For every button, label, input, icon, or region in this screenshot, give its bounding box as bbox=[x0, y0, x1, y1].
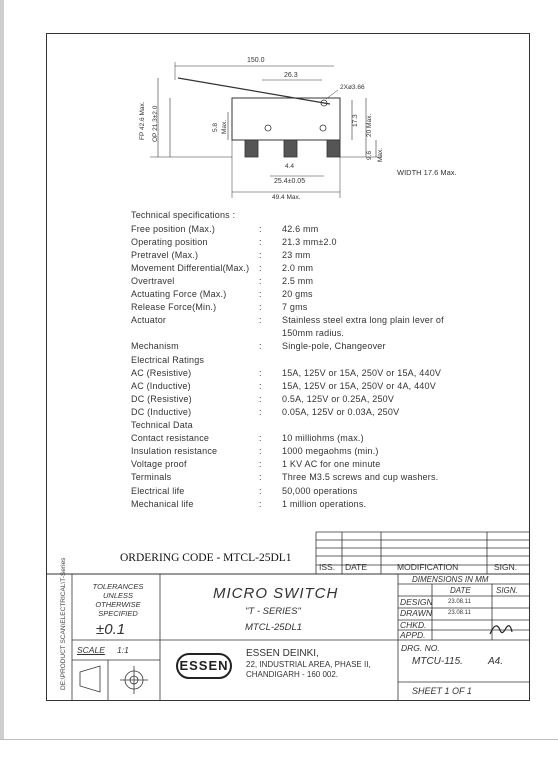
drg-no-label: DRG. NO. bbox=[401, 643, 440, 653]
spec-label: DC (Inductive) bbox=[131, 406, 192, 417]
spec-label: DC (Resistive) bbox=[131, 393, 192, 404]
spec-value: Stainless steel extra long plain lever of bbox=[282, 315, 444, 326]
dim-173-label: 17.3 bbox=[352, 114, 359, 127]
sheet-size: A4. bbox=[488, 656, 504, 667]
drg-no-value: MTCU-115. bbox=[412, 656, 463, 667]
spec-separator: : bbox=[259, 341, 262, 352]
spec-label: Mechanism bbox=[131, 341, 179, 352]
dim-lever-label: 150.0 bbox=[247, 57, 265, 64]
tolerance-value: ±0.1 bbox=[96, 621, 126, 638]
spec-separator: : bbox=[259, 472, 262, 483]
dim-254-label: 25.4±0.05 bbox=[274, 178, 306, 185]
rev-iss-header: ISS. bbox=[319, 562, 336, 572]
approval-label: DESIGN bbox=[400, 597, 433, 607]
width-note: WIDTH 17.6 Max. bbox=[397, 168, 457, 177]
spec-value: 0.5A, 125V or 0.25A, 250V bbox=[282, 393, 395, 404]
tolerance-line-3: OTHERWISE bbox=[95, 600, 141, 609]
spec-separator: : bbox=[259, 367, 262, 378]
rev-sign-header: SIGN. bbox=[494, 562, 518, 572]
spec-value: 0.05A, 125V or 0.03A, 250V bbox=[282, 406, 400, 417]
spec-separator: : bbox=[259, 236, 262, 247]
spec-value: 2.0 mm bbox=[282, 262, 314, 273]
sheet-count: SHEET 1 OF 1 bbox=[412, 686, 472, 696]
company-name: ESSEN DEINKI, bbox=[246, 648, 319, 659]
approval-label: CHKD. bbox=[400, 620, 427, 630]
tolerances-note bbox=[80, 582, 156, 618]
spec-value: 1 million operations. bbox=[282, 498, 367, 509]
approval-label: DRAWN bbox=[400, 608, 432, 618]
spec-value: 20 gms bbox=[282, 289, 313, 299]
spec-separator: : bbox=[259, 289, 262, 299]
spec-label: Actuator bbox=[131, 315, 167, 326]
spec-value: 150mm radius. bbox=[282, 328, 345, 339]
spec-value: 10 milliohms (max.) bbox=[282, 433, 364, 444]
spec-label: Electrical life bbox=[131, 485, 185, 496]
rev-modification-header: MODIFICATION bbox=[397, 562, 459, 572]
dim-58-label: 5.8 bbox=[212, 122, 219, 132]
approval-label: APPD. bbox=[400, 630, 426, 640]
dim-96-max-label: Max. bbox=[377, 147, 384, 162]
spec-value: Single-pole, Changeover bbox=[282, 341, 386, 352]
spec-label: Actuating Force (Max.) bbox=[131, 289, 227, 299]
company-address-2: CHANDIGARH - 160 002. bbox=[246, 670, 339, 679]
approval-date: 23.08.11 bbox=[448, 610, 471, 616]
spec-separator: : bbox=[259, 315, 262, 326]
spec-separator: : bbox=[259, 249, 262, 260]
col-date-header: DATE bbox=[450, 586, 471, 595]
spec-separator: : bbox=[259, 446, 262, 457]
dim-fp-label: FP 42.6 Max. bbox=[139, 101, 146, 140]
side-file-path: DE:\PRODUCT SCAN\ELECTRICAL\T-Series bbox=[60, 557, 67, 690]
drawing-series: "T - SERIES" bbox=[245, 606, 301, 617]
projection-symbol bbox=[80, 666, 148, 694]
spec-label: Free position (Max.) bbox=[131, 223, 216, 234]
spec-value: Three M3.5 screws and cup washers. bbox=[282, 472, 439, 483]
dimensions-note: DIMENSIONS IN MM bbox=[412, 575, 489, 584]
spec-separator: : bbox=[259, 393, 262, 404]
spec-separator: : bbox=[259, 498, 262, 509]
dim-20-label: 20 Max. bbox=[366, 113, 373, 137]
rev-date-header: DATE bbox=[345, 562, 368, 572]
spec-separator: : bbox=[259, 485, 262, 496]
spec-separator: : bbox=[259, 406, 262, 417]
spec-value: 1 KV AC for one minute bbox=[282, 459, 381, 470]
spec-label: Terminals bbox=[131, 472, 172, 483]
tolerance-line-4: SPECIFIED bbox=[98, 609, 138, 618]
spec-label: Technical Data bbox=[131, 420, 193, 430]
approval-date: 23.08.11 bbox=[448, 599, 471, 605]
spec-label: Movement Differential(Max.) bbox=[131, 262, 250, 273]
dim-op-label: OP 21.3±2.0 bbox=[152, 105, 159, 142]
essen-logo: ESSEN bbox=[176, 653, 232, 679]
spec-value: 23 mm bbox=[282, 249, 311, 260]
spec-value: 50,000 operations bbox=[282, 485, 358, 496]
dim-44-label: 4.4 bbox=[285, 163, 295, 170]
scale-label: SCALE bbox=[77, 645, 105, 655]
spec-separator: : bbox=[259, 223, 262, 234]
spec-value: 2.5 mm bbox=[282, 275, 314, 286]
spec-value: 1000 megaohms (min.) bbox=[282, 446, 379, 457]
dim-96-label: 9.6 bbox=[366, 150, 373, 160]
spec-value: 7 gms bbox=[282, 302, 308, 313]
spec-label: Operating position bbox=[131, 236, 208, 247]
dim-holes-label: 2Xø3.66 bbox=[340, 84, 365, 91]
spec-label: Contact resistance bbox=[131, 433, 210, 444]
specs-title: Technical specifications : bbox=[131, 210, 236, 220]
spec-label: AC (Inductive) bbox=[131, 380, 191, 391]
spec-label: AC (Resistive) bbox=[131, 367, 192, 378]
spec-label: Mechanical life bbox=[131, 498, 194, 509]
spec-value: 42.6 mm bbox=[282, 223, 319, 234]
company-address-1: 22, INDUSTRIAL AREA, PHASE II, bbox=[246, 660, 371, 669]
dim-58-max-label: Max. bbox=[221, 119, 228, 134]
ordering-code: ORDERING CODE - MTCL-25DL1 bbox=[120, 552, 292, 564]
spec-separator: : bbox=[259, 262, 262, 273]
spec-value: 15A, 125V or 15A, 250V or 4A, 440V bbox=[282, 380, 436, 391]
dim-494-label: 49.4 Max. bbox=[272, 194, 301, 201]
scale-value: 1:1 bbox=[117, 645, 129, 655]
tolerance-line-1: TOLERANCES bbox=[92, 582, 144, 591]
spec-separator: : bbox=[259, 380, 262, 391]
spec-label: Overtravel bbox=[131, 275, 175, 286]
drawing-title: MICRO SWITCH bbox=[213, 585, 339, 602]
spec-label: Release Force(Min.) bbox=[131, 302, 217, 313]
spec-separator: : bbox=[259, 433, 262, 444]
spec-label: Insulation resistance bbox=[131, 446, 218, 457]
dim-top-label: 26.3 bbox=[284, 72, 298, 79]
drawing-code: MTCL-25DL1 bbox=[245, 622, 303, 633]
tolerance-line-2: UNLESS bbox=[102, 591, 133, 600]
spec-separator: : bbox=[259, 302, 262, 313]
spec-label: Pretravel (Max.) bbox=[131, 249, 199, 260]
spec-separator: : bbox=[259, 275, 262, 286]
col-sign-header: SIGN. bbox=[496, 586, 518, 595]
spec-label: Electrical Ratings bbox=[131, 354, 205, 365]
spec-value: 15A, 125V or 15A, 250V or 15A, 440V bbox=[282, 367, 442, 378]
spec-value: 21.3 mm±2.0 bbox=[282, 236, 337, 247]
spec-separator: : bbox=[259, 459, 262, 470]
spec-label: Voltage proof bbox=[131, 459, 187, 470]
